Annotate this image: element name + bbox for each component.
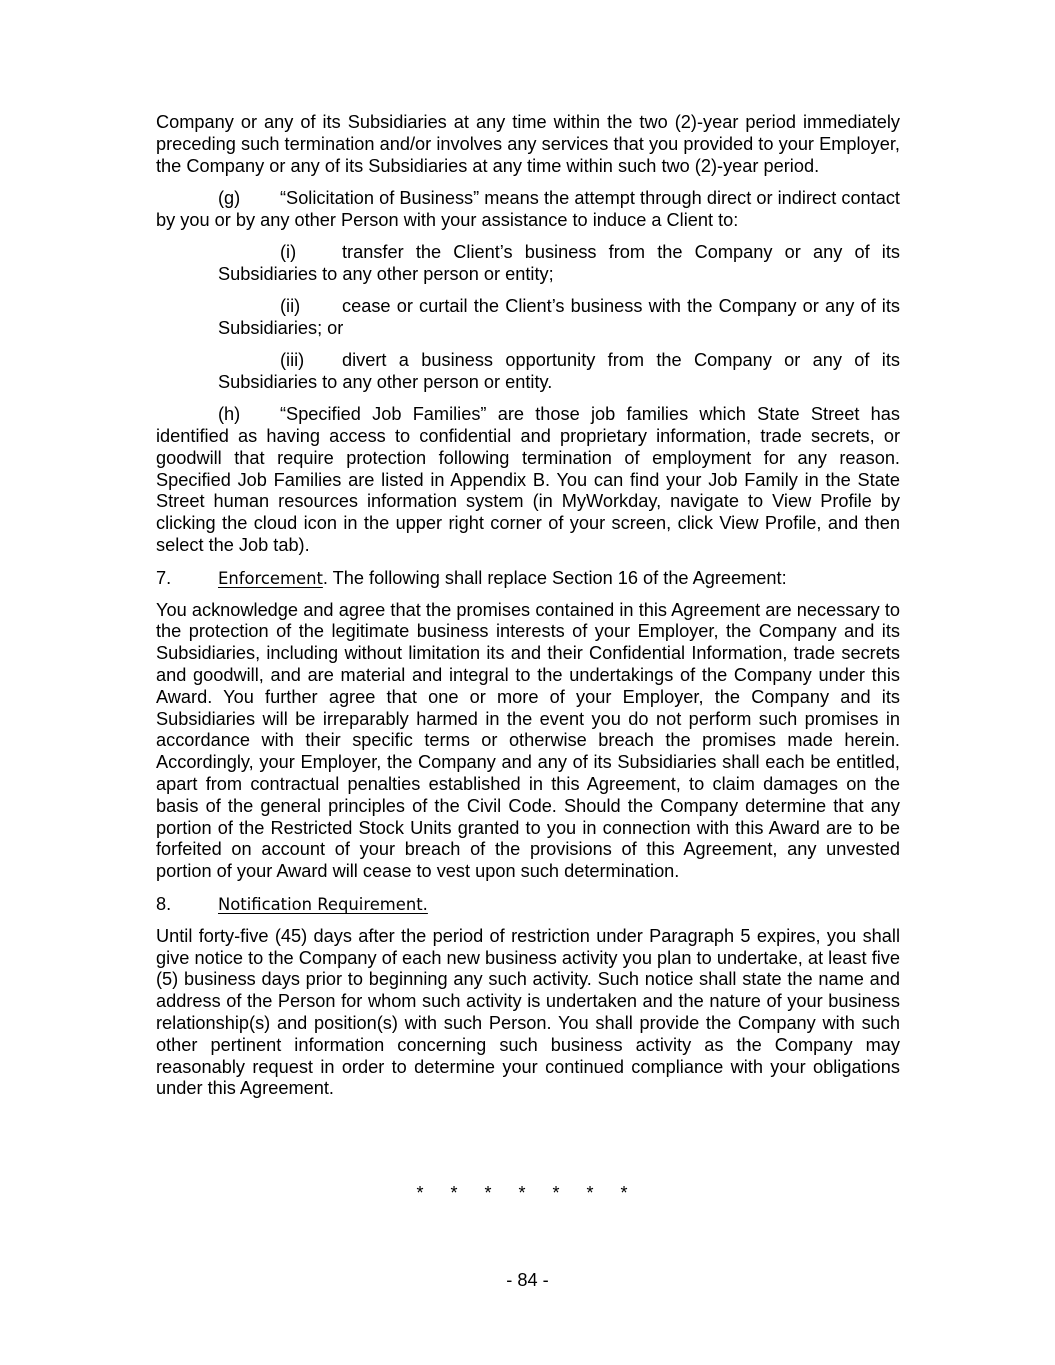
definition-g-label: (g)	[218, 187, 241, 208]
sub-item-label: (ii)	[280, 296, 301, 317]
section-7-number: 7.	[156, 567, 172, 588]
section-8-number: 8.	[156, 894, 172, 914]
section-7-heading	[156, 568, 900, 590]
section-8-body: Until forty-five (45) days after the period of restriction under Paragraph 5 expires, you shall give notice to the Company of each new business activity you plan to undertake, at least five (5) business days prior to beginning any such activity. Such notice shall state the name and address of the Person for whom such activity is undertaken and the nature of your business relationship(s) and position(s) with such Person. You shall provide the Company with such other pertinent information concerning such business activity as the Company may reasonably request in order to determine your continued compliance with your obligations under this Agreement.	[156, 925, 900, 1099]
definition-g-text: “Solicitation of Business” means the attempt through direct or indirect contact by you or by any other Person with your assistance to induce a Client to:	[156, 187, 900, 230]
definition-g	[156, 188, 900, 232]
definition-h	[156, 404, 900, 557]
section-7-lead: . The following shall replace Section 16 of the Agreement:	[322, 567, 787, 588]
section-8-heading	[156, 894, 900, 916]
sub-item-text: transfer the Client’s business from the Company or any of its Subsidiaries to any other person or entity;	[218, 241, 900, 284]
section-separator: * * * * * * *	[416, 1183, 639, 1203]
continuation-paragraph: Company or any of its Subsidiaries at any time within the two (2)-year period immediately preceding such termination and/or involves any services that you provided to your Employer, the Company or any of its Subsidiaries at any time within such two (2)-year period.	[156, 112, 900, 176]
sub-item-text: cease or curtail the Client’s business with the Company or any of its Subsidiaries; or	[218, 296, 900, 338]
document-page	[156, 112, 900, 1111]
sub-item-label: (i)	[280, 241, 297, 262]
sub-item-i	[218, 242, 900, 286]
sub-item-ii	[218, 296, 900, 340]
section-8-title: Notification Requirement.	[218, 895, 428, 914]
sub-item-label: (iii)	[280, 350, 305, 371]
page-number: - 84 -	[506, 1270, 549, 1290]
section-7-body: You acknowledge and agree that the promises contained in this Agreement are necessary to the protection of the legitimate business interests of your Employer, the Company and its Subsidiaries, including without limitation its and their Confidential Information, trade secrets and goodwill, and are material and integral to the undertakings of the Company under this Award. You further agree that one or more of your Employer, the Company and its Subsidiaries will be irreparably harmed in the event you do not perform such promises in accordance with their specific terms or otherwise breach the promises made herein. Accordingly, your Employer, the Company and any of its Subsidiaries shall each be entitled, apart from contractual penalties established in this Agreement, to claim damages on the basis of the general principles of the Civil Code. Should the Company determine that any portion of the Restricted Stock Units granted to you in connection with this Award are to be forfeited on account of your breach of the provisions of this Agreement, any unvested portion of your Award will cease to vest upon such determination.	[156, 599, 900, 882]
section-7-title: Enforcement	[218, 568, 323, 588]
definition-h-label: (h)	[218, 404, 241, 425]
definition-h-text: “Specified Job Families” are those job families which State Street has identified as having access to confidential and proprietary information, trade secrets, or goodwill that require protection following termination of employment for any reason. Specified Job Families are listed in Appendix B. You can find your Job Family in the State Street human resources information system (in MyWorkday, navigate to View Profile by clicking the cloud icon in the upper right corner of your screen, click View Profile, and then select the Job tab).	[156, 404, 900, 556]
sub-item-iii	[218, 350, 900, 394]
sub-item-text: divert a business opportunity from the Company or any of its Subsidiaries to any other person or entity.	[218, 350, 900, 392]
